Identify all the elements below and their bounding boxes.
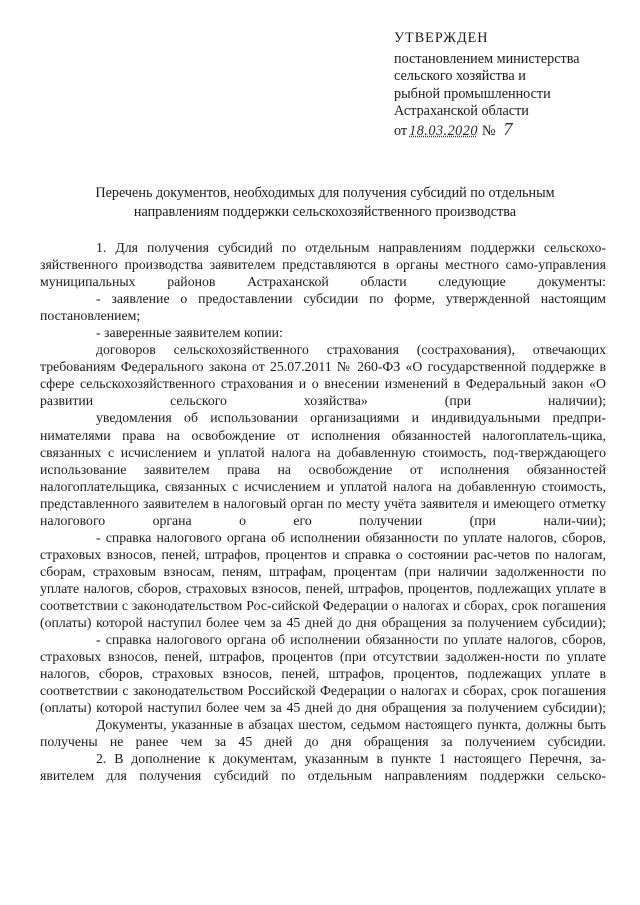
- date-prefix: от: [394, 122, 408, 139]
- approval-line: сельского хозяйства и: [394, 68, 526, 84]
- paragraph-8: Документы, указанные в абзацах шестом, седьмом настоящего пункта, должны быть получены не ранее чем за 45 дней до дня обращения за получением субсидии.: [40, 717, 606, 750]
- paragraph-1: 1. Для получения субсидий по отдельным направлениям поддержки сельскохо-зяйственного производства заявителем представляются в органы местного само-управления муниципальных районов Астраханской области следующие документы:: [40, 240, 606, 290]
- approval-line: Астраханской области: [394, 103, 529, 119]
- paragraph-4: договоров сельскохозяйственного страхования (сострахования), отвечающих требованиям Федерального закона от 25.07.2011 № 260-ФЗ «О государственной поддержке в сфере сельскохозяйственного страхования и о внесении изменений в Федеральный закон «О развитии сельского хозяйства» (при наличии);: [40, 342, 606, 409]
- handwritten-date: 18.03.2020: [409, 122, 478, 139]
- paragraph-5: уведомления об использовании организациями и индивидуальными предпри-нимателями права на освобождение от исполнения обязанностей налогоплатель-щика, связанных с исчислением и уплатой налога на добавленную стоимость, под-тверждающего использование заявителем права на освобождение от исполнения обязанностей налогоплательщика, связанных с исчислением и уплатой налога на добавленную стоимость, представленного заявителем в налоговый орган по месту учёта заявителя и имеющего отметку налогового органа о его получении (при нали-чии);: [40, 410, 606, 528]
- title-line-2: направлениям поддержки сельскохозяйственного производства: [133, 204, 517, 220]
- paragraph-7: - справка налогового органа об исполнении обязанности по уплате налогов, сборов, страховых взносов, пеней, штрафов, процентов (при отсутствии задолжен-ности по уплате налогов, сборов, страховых взносов, пеней, штрафов, процентов, подлежащих уплате в соответствии с законодательством Российской Федерации о налогах и сборах, срок погашения (оплаты) которой наступил более чем за 45 дней до дня обращения за получением субсидии);: [40, 632, 606, 716]
- approval-date-line: [394, 118, 629, 141]
- approval-line: постановлением министерства: [394, 50, 580, 67]
- document-body: [40, 239, 606, 785]
- paragraph-6: - справка налогового органа об исполнении обязанности по уплате налогов, сборов, страховых взносов, пеней, штрафов, процентов и справка о состоянии рас-четов по налогам, сборам, страховым взносам, пеням, штрафам, процентам (при наличии задолженности по уплате налогов, сборов, страховых взносов, пеней, штрафов, процентов, подлежащих уплате в соответствии с законодательством Рос-сийской Федерации о налогах и сборах, срок погашения (оплаты) которой наступил более чем за 45 дней до дня обращения за получением субсидии);: [40, 529, 606, 631]
- title-line-1: Перечень документов, необходимых для получения субсидий по отдельным: [95, 185, 555, 201]
- handwritten-number: 7: [503, 118, 513, 139]
- paragraph-2: - заявление о предоставлении субсидии по форме, утвержденной настоящим постановлением;: [40, 291, 606, 324]
- document-title: [40, 184, 610, 222]
- approval-block: [394, 30, 629, 140]
- approval-heading: УТВЕРЖДЕН: [394, 30, 489, 46]
- paragraph-9: 2. В дополнение к документам, указанным в пункте 1 настоящего Перечня, за-явителем для получения субсидий по отдельным направлениям поддержки сельско-: [40, 751, 606, 784]
- number-prefix: №: [481, 122, 496, 139]
- paragraph-3: - заверенные заявителем копии:: [96, 325, 283, 341]
- approval-line: рыбной промышленности: [394, 85, 551, 102]
